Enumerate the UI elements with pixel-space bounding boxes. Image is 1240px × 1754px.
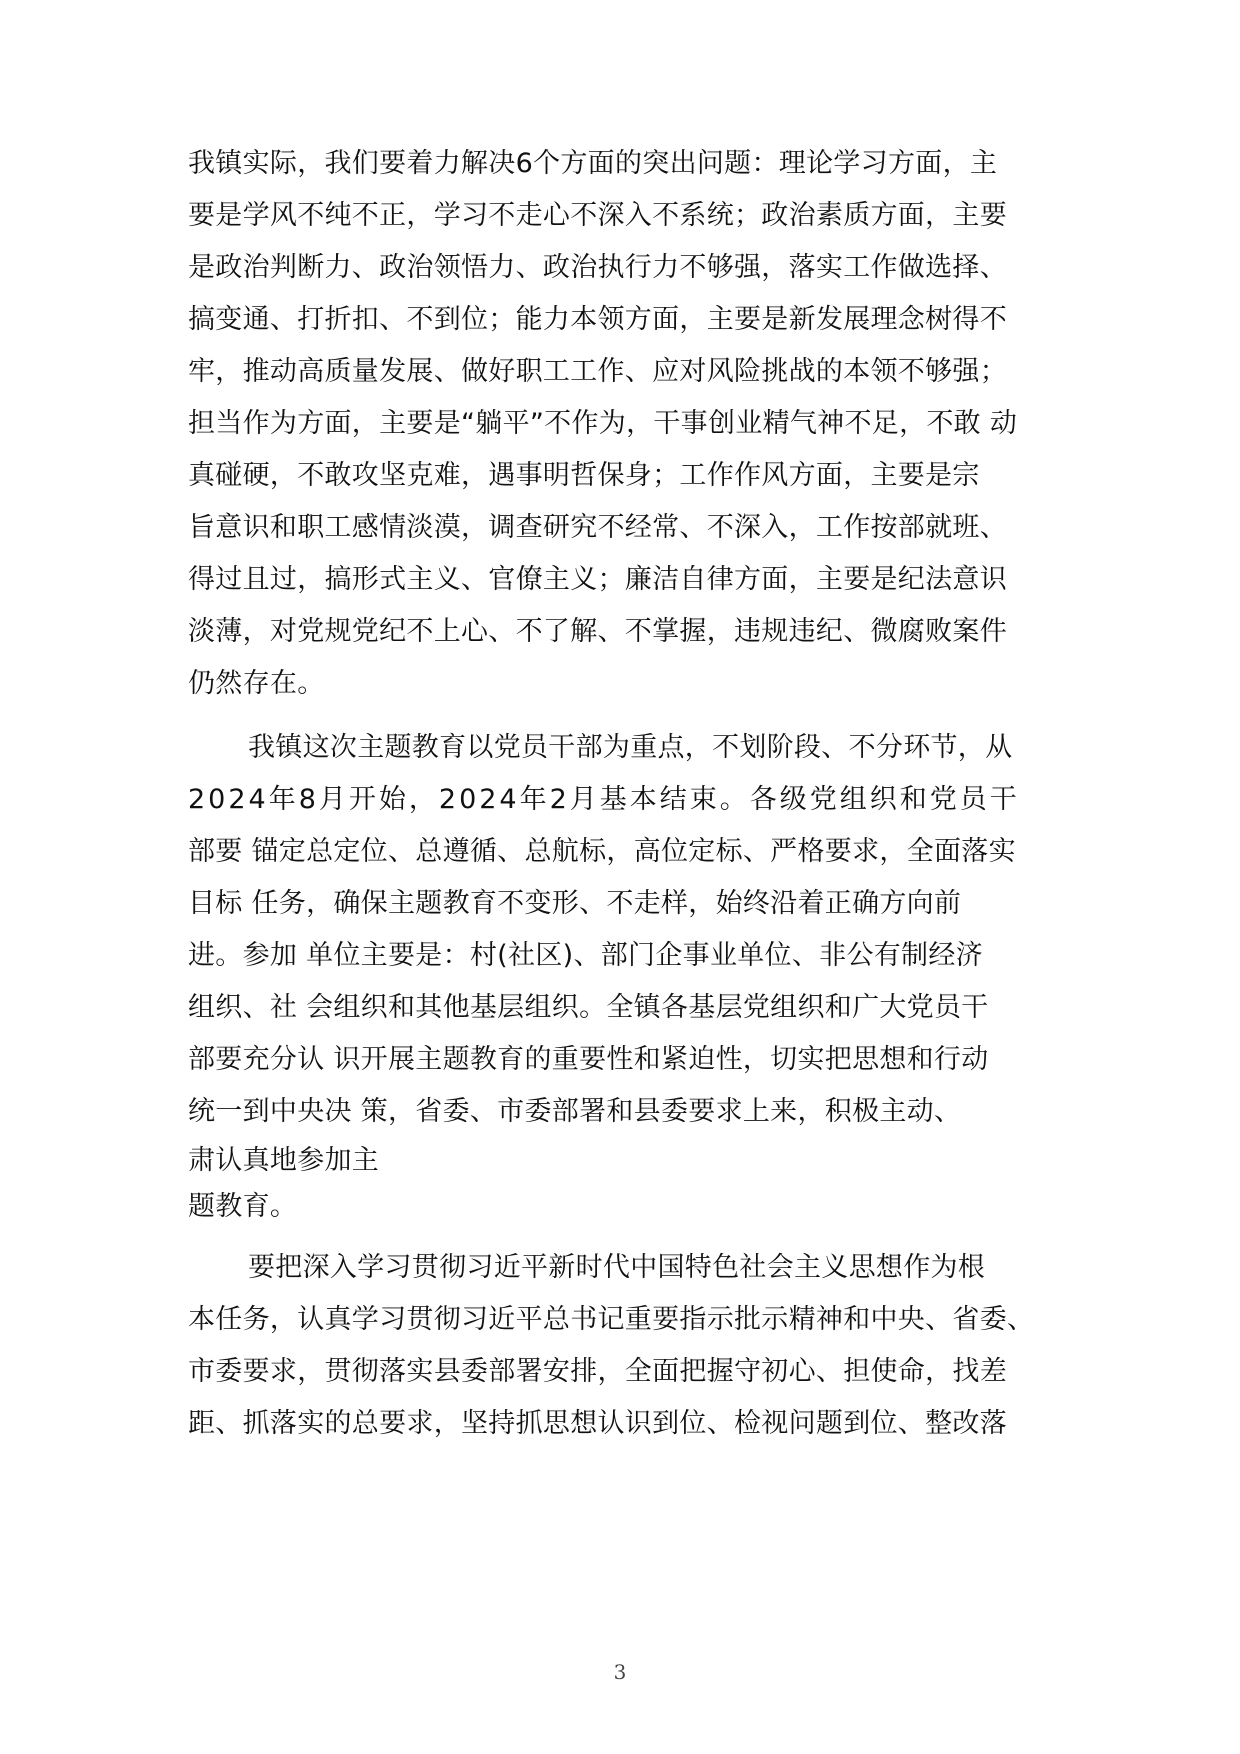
paragraph-line: 仍然存在。 (188, 668, 325, 699)
paragraph-2 (188, 722, 1088, 1230)
paragraph-line: 部要 锚定总定位、总遵循、总航标，高位定标、严格要求，全面落实 (188, 836, 1016, 867)
page-number: 3 (613, 1660, 627, 1684)
paragraph-line: 要把深入学习贯彻习近平新时代中国特色社会主义思想作为根 (248, 1252, 986, 1283)
paragraph-line: 组织、社 会组织和其他基层组织。全镇各基层党组织和广大党员干 (188, 992, 989, 1023)
paragraph-line: 淡薄，对党规党纪不上心、不了解、不掌握，违规违纪、微腐败案件 (188, 616, 1007, 647)
paragraph-line: 我镇这次主题教育以党员干部为重点，不划阶段、不分环节，从 (248, 732, 1013, 763)
paragraph-1 (188, 138, 1088, 710)
paragraph-line: 部要充分认 识开展主题教育的重要性和紧迫性，切实把思想和行动 (188, 1044, 989, 1075)
paragraph-3 (188, 1242, 1088, 1450)
paragraph-line: 要是学风不纯不正，学习不走心不深入不系统；政治素质方面，主要 (188, 200, 1007, 231)
paragraph-line: 距、抓落实的总要求，坚持抓思想认识到位、检视问题到位、整改落 (188, 1408, 1007, 1439)
paragraph-line: 我镇实际，我们要着力解决6个方面的突出问题：理论学习方面，主 (188, 148, 998, 179)
paragraph-line: 进。参加 单位主要是：村(社区)、部门企事业单位、非公有制经济 (188, 940, 983, 971)
paragraph-line: 题教育。 (188, 1191, 298, 1222)
paragraph-line: 目标 任务，确保主题教育不变形、不走样，始终沿着正确方向前 (188, 888, 962, 919)
paragraph-line: 本任务，认真学习贯彻习近平总书记重要指示批示精神和中央、省委、 (188, 1304, 1035, 1335)
body-text (188, 138, 1088, 1450)
paragraph-line: 真碰硬，不敢攻坚克难，遇事明哲保身；工作作风方面，主要是宗 (188, 460, 980, 491)
paragraph-line: 是政治判断力、政治领悟力、政治执行力不够强，落实工作做选择、 (188, 252, 1007, 283)
paragraph-line: 搞变通、打折扣、不到位；能力本领方面，主要是新发展理念树得不 (188, 304, 1007, 335)
paragraph-spacer (188, 710, 1088, 722)
paragraph-line: 旨意识和职工感情淡漠，调查研究不经常、不深入，工作按部就班、 (188, 512, 1007, 543)
paragraph-line: 牢，推动高质量发展、做好职工工作、应对风险挑战的本领不够强； (188, 356, 1007, 387)
paragraph-line: 得过且过，搞形式主义、官僚主义；廉洁自律方面，主要是纪法意识 (188, 564, 1007, 595)
paragraph-line: 2024年8月开始，2024年2月基本结束。各级党组织和党员干 (188, 784, 1020, 815)
paragraph-line: 市委要求，贯彻落实县委部署安排，全面把握守初心、担使命，找差 (188, 1356, 1007, 1387)
paragraph-line: 肃认真地参加主 (188, 1145, 380, 1176)
paragraph-line: 统一到中央决 策，省委、市委部署和县委要求上来，积极主动、 (188, 1096, 962, 1127)
paragraph-line: 担当作为方面，主要是“躺平”不作为，干事创业精气神不足，不敢 动 (188, 408, 1018, 439)
paragraph-spacer (188, 1230, 1088, 1242)
